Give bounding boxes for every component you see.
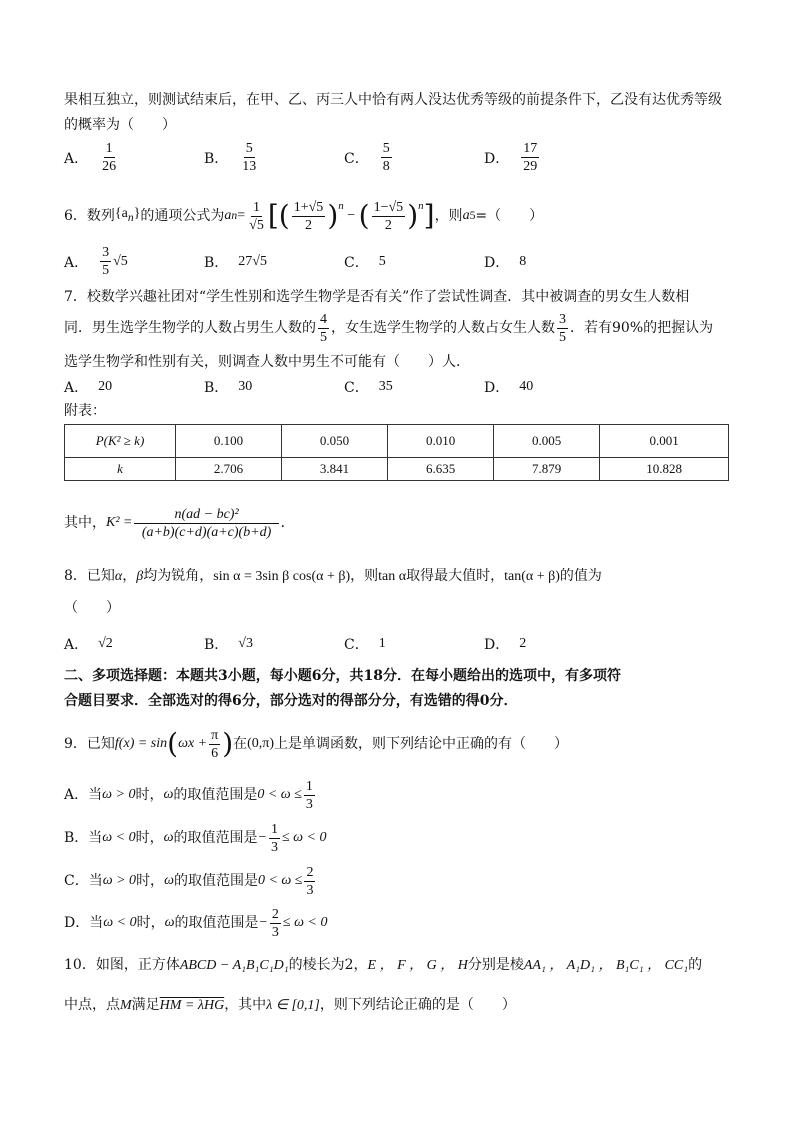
fraction: $\frac{5}{8}$ (382, 141, 390, 174)
table-cell: 0.100 (176, 425, 282, 458)
q8-option-a[interactable]: A． √2 (64, 636, 113, 653)
q6-stem: 6．数列 $\{a_n\}$ 的通项公式为 a n = $\frac{1}{√5}$ [ ( $\frac{1+√5}{2}$ ) $^n$ − ( $\frac{1-√5}{2}$ ) $^n$ ] ，则 a 5 =（ ） (64, 199, 544, 233)
table-cell: 0.010 (388, 425, 494, 458)
fraction: $\frac{3}{5}$ (102, 245, 110, 278)
q6-option-d[interactable]: D． 8 (484, 254, 527, 271)
q6-options (64, 244, 744, 280)
q7-option-a[interactable]: A． 20 (64, 379, 113, 396)
section2-heading-line1: 二、多项选择题：本题共3小题，每小题6分，共18分．在每小题给出的选项中，有多项符 (64, 668, 621, 684)
q7-line2: 同．男生选学生物学的人数占男生人数的 $\frac{4}{5}$ ，女生选学生物学的人数占女生人数 $\frac{3}{5}$ ．若有90%的把握认为 (64, 311, 714, 345)
fraction: $\frac{5}{13}$ (242, 141, 257, 174)
table-header-cell: P(K² ≥ k) (65, 425, 176, 458)
q7-options (64, 377, 744, 397)
q8-option-d[interactable]: D． 2 (484, 636, 527, 653)
fraction: $\frac{3}{5}$ (559, 311, 566, 345)
psi-fraction: $\frac{1-√5}{2}$ (373, 199, 404, 233)
formula-fraction: $\frac{\text{n(ad − bc)²}}{(a+b)(c+d)(a+c)(b+d)}$ (134, 506, 278, 541)
table-cell: 2.706 (176, 458, 282, 481)
table-cell: 10.828 (600, 458, 729, 481)
q9-option-d[interactable]: D．当 ω < 0 时， ω 的取值范围是 − $\frac{2}{3}$ ≤ ω < 0 (64, 906, 328, 940)
section2-heading-line2: 合题目要求．全部选对的得6分，部分选对的得部分分，有选错的得0分． (64, 693, 518, 709)
q5-option-a[interactable]: A． $\frac{1}{26}$ (64, 141, 117, 174)
fraction: $\frac{\pi}{6}$ (211, 727, 219, 761)
table-cell: 7.879 (494, 458, 600, 481)
q8-line2: （ ） (64, 600, 120, 616)
fraction: $\frac{1}{3}$ (305, 778, 313, 812)
table-cell: 3.841 (282, 458, 388, 481)
q5-options (64, 140, 744, 176)
q7-option-d[interactable]: D． 40 (484, 379, 534, 396)
fraction: $\frac{2}{3}$ (271, 906, 279, 940)
q6-option-c[interactable]: C． 5 (344, 254, 386, 271)
table-row (65, 425, 729, 458)
coef-fraction: $\frac{1}{√5}$ (249, 199, 264, 233)
q5-text-line1: 果相互独立，则测试结束后，在甲、乙、丙三人中恰有两人没达优秀等级的前提条件下，乙没有达优秀等级 (64, 92, 722, 108)
q9-stem: 9．已知 f(x) = sin ( ωx + $\frac{\pi}{6}$ ) 在 (0,π) 上是单调函数，则下列结论中正确的有（ ） (64, 727, 569, 761)
fraction: $\frac{2}{3}$ (306, 864, 314, 898)
q8-option-c[interactable]: C． 1 (344, 636, 386, 653)
table-header-cell: k (65, 458, 176, 481)
q7-line1: 7．校数学兴趣社团对“学生性别和选学生物学是否有关”作了尝试性调查．其中被调查的男女生人数相 (64, 289, 690, 305)
table-cell: 0.005 (494, 425, 600, 458)
q7-option-b[interactable]: B． 30 (204, 379, 253, 396)
q8-option-b[interactable]: B． √3 (204, 636, 253, 653)
chi-square-table (64, 424, 729, 481)
fraction: $\frac{1}{26}$ (102, 141, 117, 174)
fraction: $\frac{17}{29}$ (523, 141, 538, 174)
table-row (65, 458, 729, 481)
q10-line1: 10．如图，正方体ABCD − A₁B₁C₁D₁的棱长为2，E ， F ， G ， H分别是棱AA₁ ， A₁D₁ ， B₁C₁ ， CC₁的 (64, 957, 703, 973)
q7-line3: 选学生物学和性别有关，则调查人数中男生不可能有（ ）人． (64, 354, 470, 370)
appendix-label: 附表： (64, 403, 106, 419)
table-cell: 6.635 (388, 458, 494, 481)
q9-option-b[interactable]: B．当 ω < 0 时， ω 的取值范围是 − $\frac{1}{3}$ ≤ ω < 0 (64, 821, 327, 855)
q8-line1: 8．已知α，β均为锐角，sin α = 3sin β cos(α + β)，则tan α取得最大值时，tan(α + β)的值为 (64, 568, 602, 584)
q10-line2: 中点，点M满足HM = λHG，其中λ ∈ [0,1]，则下列结论正确的是（ ） (64, 997, 516, 1013)
table-cell: 0.050 (282, 425, 388, 458)
q6-option-a[interactable]: A． $\frac{3}{5}$ √5 (64, 245, 128, 278)
q6-option-b[interactable]: B． 27√5 (204, 254, 267, 271)
q9-option-c[interactable]: C．当 ω > 0 时， ω 的取值范围是 0 < ω ≤ $\frac{2}{3}$ (64, 864, 314, 898)
k-squared-formula: 其中， K² = $\frac{\text{n(ad − bc)²}}{(a+b)(c+d)(a+c)(b+d)}$ ． (64, 506, 295, 540)
q9-option-a[interactable]: A．当 ω > 0 时， ω 的取值范围是 0 < ω ≤ $\frac{1}{3}$ (64, 778, 313, 812)
q5-option-c[interactable]: C． $\frac{5}{8}$ (344, 141, 390, 174)
q5-option-b[interactable]: B． $\frac{5}{13}$ (204, 141, 257, 174)
q5-text-line2: 的概率为（ ） (64, 117, 176, 133)
table-cell: 0.001 (600, 425, 729, 458)
q5-option-d[interactable]: D． $\frac{17}{29}$ (484, 141, 538, 174)
vector-equation: HM = λHG (159, 998, 225, 1013)
q8-options (64, 634, 744, 654)
q7-option-c[interactable]: C． 35 (344, 379, 393, 396)
phi-fraction: $\frac{1+√5}{2}$ (293, 199, 324, 233)
fraction: $\frac{4}{5}$ (320, 311, 327, 345)
fraction: $\frac{1}{3}$ (270, 821, 278, 855)
